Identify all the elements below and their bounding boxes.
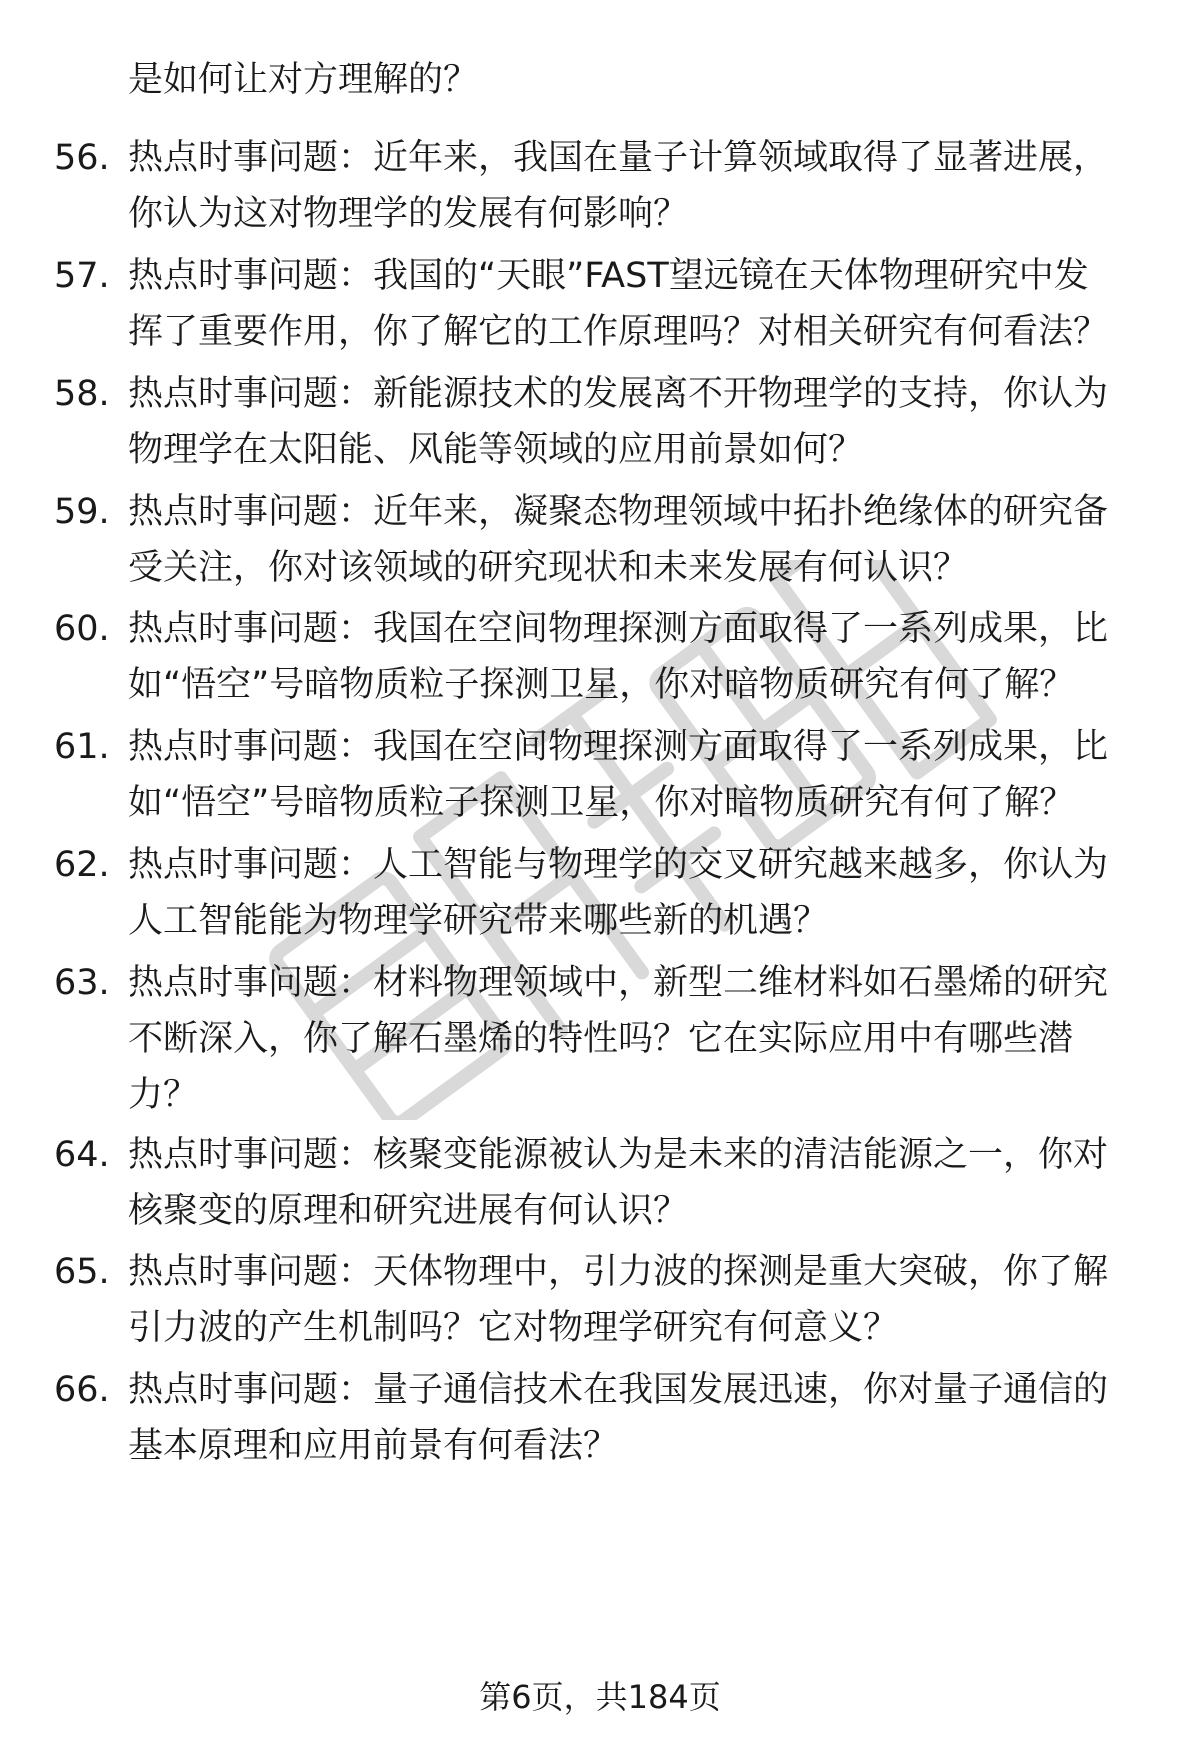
question-text-line: 热点时事问题：我国在空间物理探测方面取得了一系列成果，比 <box>128 727 1109 767</box>
question-text-line: 受关注，你对该领域的研究现状和未来发展有何认识？ <box>128 548 969 588</box>
question-text <box>128 366 1158 478</box>
question-number: 62. <box>54 845 110 885</box>
question-number: 56. <box>54 138 110 178</box>
page-number: 第6页，共184页 <box>479 1678 721 1716</box>
question-text <box>128 719 1158 831</box>
question-text-line: 热点时事问题：材料物理领域中，新型二维材料如石墨烯的研究 <box>128 963 1109 1003</box>
question-text-line: 如“悟空”号暗物质粒子探测卫星，你对暗物质研究有何了解？ <box>128 665 1075 705</box>
question-text <box>128 1127 1158 1239</box>
question-number: 61. <box>54 727 110 767</box>
question-text-line: 热点时事问题：天体物理中，引力波的探测是重大突破，你了解 <box>128 1252 1109 1292</box>
question-text-line: 热点时事问题：近年来，凝聚态物理领域中拓扑绝缘体的研究备 <box>128 492 1109 532</box>
question-text-line: 人工智能能为物理学研究带来哪些新的机遇？ <box>128 901 829 941</box>
question-text-line: 挥了重要作用，你了解它的工作原理吗？对相关研究有何看法？ <box>128 312 1109 352</box>
question-text-line: 物理学在太阳能、风能等领域的应用前景如何？ <box>128 430 864 470</box>
question-text-line: 热点时事问题：我国在空间物理探测方面取得了一系列成果，比 <box>128 609 1109 649</box>
question-text-line: 如“悟空”号暗物质粒子探测卫星，你对暗物质研究有何了解？ <box>128 783 1075 823</box>
question-text <box>128 248 1158 360</box>
question-text-line: 核聚变的原理和研究进展有何认识？ <box>128 1191 689 1231</box>
question-text <box>128 1244 1158 1356</box>
question-text <box>128 484 1158 596</box>
question-text-line: 热点时事问题：新能源技术的发展离不开物理学的支持，你认为 <box>128 374 1109 414</box>
question-text-line: 基本原理和应用前景有何看法？ <box>128 1426 619 1466</box>
continuation-line: 是如何让对方理解的？ <box>128 60 479 100</box>
question-text-line: 热点时事问题：我国的“天眼”FAST望远镜在天体物理研究中发 <box>128 256 1089 296</box>
question-text-line: 热点时事问题：核聚变能源被认为是未来的清洁能源之一，你对 <box>128 1135 1109 1175</box>
question-text-line: 热点时事问题：近年来，我国在量子计算领域取得了显著进展， <box>128 138 1109 178</box>
question-text <box>128 837 1158 949</box>
question-text <box>128 601 1158 713</box>
question-number: 59. <box>54 492 110 532</box>
question-text-line: 不断深入，你了解石墨烯的特性吗？它在实际应用中有哪些潜 <box>128 1019 1074 1059</box>
question-number: 65. <box>54 1252 110 1292</box>
question-text-line: 力？ <box>128 1075 199 1115</box>
question-number: 58. <box>54 374 110 414</box>
question-number: 60. <box>54 609 110 649</box>
question-text-line: 你认为这对物理学的发展有何影响？ <box>128 194 689 234</box>
question-text <box>128 1362 1158 1474</box>
question-text-line: 热点时事问题：量子通信技术在我国发展迅速，你对量子通信的 <box>128 1370 1109 1410</box>
question-number: 57. <box>54 256 110 296</box>
question-number: 66. <box>54 1370 110 1410</box>
question-text-line: 热点时事问题：人工智能与物理学的交叉研究越来越多，你认为 <box>128 845 1109 885</box>
question-text-line: 引力波的产生机制吗？它对物理学研究有何意义？ <box>128 1308 899 1348</box>
question-number: 64. <box>54 1135 110 1175</box>
question-text <box>128 130 1158 242</box>
question-number: 63. <box>54 963 110 1003</box>
question-text <box>128 955 1158 1123</box>
